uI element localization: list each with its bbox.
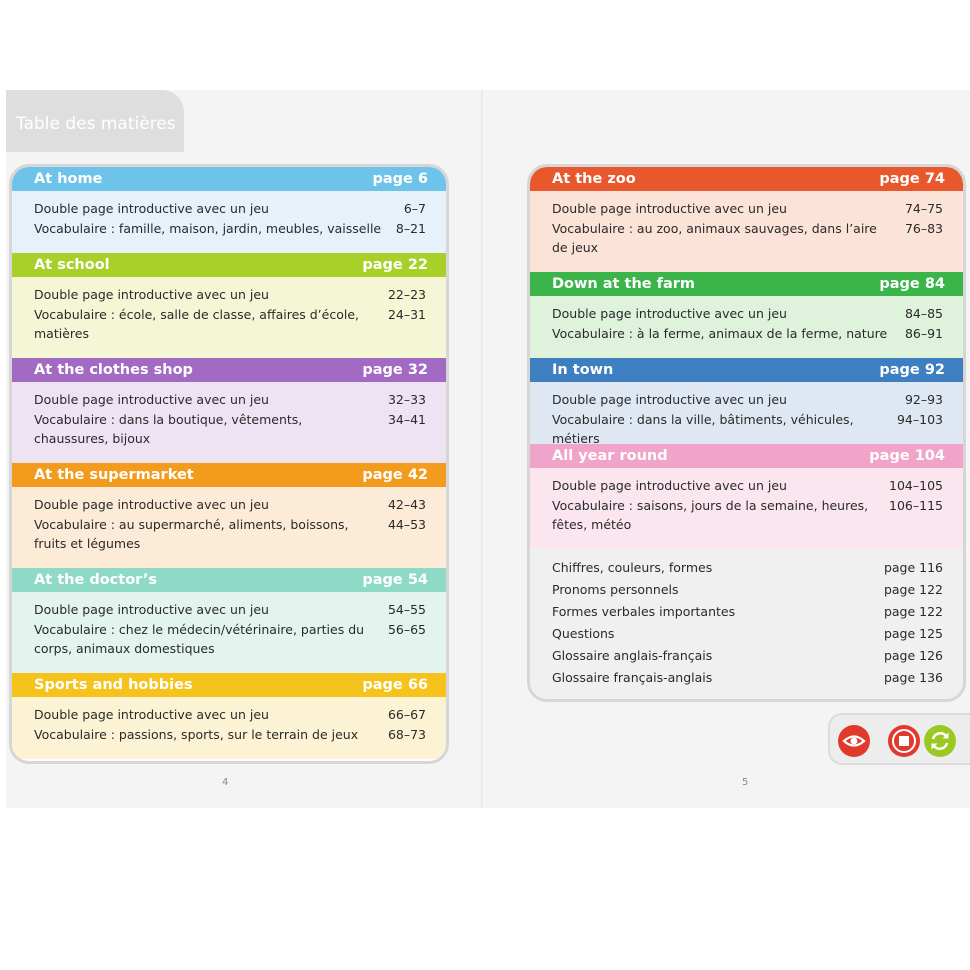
appendix-entry[interactable] [552,645,943,667]
toc-entry[interactable] [552,199,943,219]
toc-entry[interactable] [552,496,943,535]
toc-entry[interactable] [34,725,426,745]
entry-label: Vocabulaire : chez le médecin/vétérinaire, parties du corps, animaux domestiques [34,621,365,656]
section-header[interactable] [12,167,446,191]
entry-pages: 34–41 [387,411,426,427]
entry-pages: 106–115 [889,497,943,513]
entry-label: Double page introductive avec un jeu [552,478,787,493]
toc-entry[interactable] [34,410,426,449]
entry-pages: 8–21 [395,220,426,236]
entry-pages: 84–85 [904,306,943,321]
section-title: At the doctor’s [34,572,158,588]
entry-label: Double page introductive avec un jeu [552,392,787,407]
section-body [530,468,963,549]
entry-label: Glossaire anglais-français [552,648,713,663]
entry-label: Double page introductive avec un jeu [552,306,787,321]
section-title: At the zoo [552,171,636,187]
entry-label: Double page introductive avec un jeu [34,497,269,512]
entry-pages: 22–23 [387,287,426,302]
appendix-entry[interactable] [552,579,943,601]
section-body [12,697,446,759]
toc-section [12,358,446,463]
refresh-button[interactable] [924,725,956,757]
section-header[interactable] [12,673,446,697]
section-body [12,191,446,253]
toc-section [530,272,963,358]
toc-entry[interactable] [552,324,943,344]
section-header[interactable] [530,167,963,191]
entry-label: Double page introductive avec un jeu [34,392,269,407]
toc-entry[interactable] [552,390,943,410]
entry-pages: 86–91 [904,325,943,341]
entry-pages: 42–43 [387,497,426,512]
toc-entry[interactable] [34,219,426,239]
section-body [530,382,963,444]
entry-pages: page 122 [883,604,943,619]
toc-entry[interactable] [552,476,943,496]
entry-pages: 94–103 [896,411,943,427]
entry-label: Vocabulaire : famille, maison, jardin, meubles, vaisselle [34,220,382,236]
entry-label: Vocabulaire : dans la boutique, vêtements, chaussures, bijoux [34,411,303,446]
section-title: Down at the farm [552,276,696,292]
left-page [6,90,483,808]
section-title: In town [552,362,614,378]
section-page: page 6 [372,171,428,187]
toc-section [12,568,446,673]
section-body [530,191,963,272]
entry-pages: 76–83 [904,220,943,236]
toc-entry[interactable] [34,600,426,620]
entry-label: Vocabulaire : au zoo, animaux sauvages, dans l’aire de jeux [552,220,877,255]
entry-label: Vocabulaire : dans la ville, bâtiments, véhicules, métiers [552,411,854,446]
stop-icon [888,725,920,757]
toc-entry[interactable] [552,410,943,449]
eye-icon [838,725,870,757]
toc-entry[interactable] [34,515,426,554]
section-body [530,296,963,358]
entry-label: Chiffres, couleurs, formes [552,560,713,575]
stop-button[interactable] [888,725,920,757]
toc-entry[interactable] [552,219,943,258]
eye-button[interactable] [838,725,870,757]
section-title: All year round [552,448,668,464]
entry-pages: page 122 [883,582,943,597]
entry-label: Questions [552,626,615,641]
toc-section [12,673,446,759]
entry-pages: 32–33 [387,392,426,407]
toc-section [530,358,963,444]
entry-label: Double page introductive avec un jeu [552,201,787,216]
appendix-entry[interactable] [552,601,943,623]
section-header[interactable] [12,358,446,382]
appendix-entry[interactable] [552,623,943,645]
section-title: At home [34,171,103,187]
section-page: page 74 [879,171,945,187]
book-spread [6,90,970,808]
toc-section [12,463,446,568]
section-page: page 66 [362,677,428,693]
entry-pages: 74–75 [904,201,943,216]
toc-entry[interactable] [34,390,426,410]
appendix-entry[interactable] [552,667,943,689]
section-title: At school [34,257,110,273]
entry-pages: page 116 [883,560,943,575]
entry-label: Double page introductive avec un jeu [34,201,269,216]
entry-pages: 24–31 [387,306,426,322]
entry-label: Vocabulaire : école, salle de classe, affaires d’école, matières [34,306,360,341]
entry-label: Formes verbales importantes [552,604,736,619]
section-title: At the supermarket [34,467,194,483]
section-page: page 84 [879,276,945,292]
section-page: page 42 [362,467,428,483]
section-header[interactable] [12,568,446,592]
section-body [12,592,446,673]
toc-section [530,167,963,272]
toc-section [12,253,446,358]
entry-pages: page 126 [883,648,943,663]
section-page: page 54 [362,572,428,588]
section-body [12,277,446,358]
entry-label: Vocabulaire : au supermarché, aliments, boissons, fruits et légumes [34,516,349,551]
entry-label: Double page introductive avec un jeu [34,287,269,302]
entry-pages: page 125 [883,626,943,641]
entry-label: Vocabulaire : à la ferme, animaux de la ferme, nature [552,325,888,341]
toc-section [12,167,446,253]
toc-entry[interactable] [552,304,943,324]
page-number-right: 5 [742,777,749,788]
toc-entry[interactable] [34,705,426,725]
entry-pages: 68–73 [387,726,426,742]
entry-pages: 54–55 [387,602,426,617]
right-page [485,90,970,808]
section-page: page 92 [879,362,945,378]
entry-pages: page 136 [883,670,943,685]
appendix-list [530,549,963,702]
entry-label: Double page introductive avec un jeu [34,602,269,617]
section-page: page 22 [362,257,428,273]
entry-pages: 44–53 [387,516,426,532]
entry-label: Pronoms personnels [552,582,679,597]
toc-entry[interactable] [34,495,426,515]
entry-pages: 66–67 [387,707,426,722]
toc-tab [6,90,184,152]
appendix-entry[interactable] [552,557,943,579]
entry-pages: 56–65 [387,621,426,637]
toc-entry[interactable] [34,285,426,305]
section-body [12,487,446,568]
toc-panel-left [9,164,449,764]
toc-section [530,444,963,549]
section-page: page 32 [362,362,428,378]
section-page: page 104 [869,448,945,464]
toc-panel-right [527,164,966,702]
section-header[interactable] [12,463,446,487]
entry-pages: 104–105 [889,478,943,493]
section-body [12,382,446,463]
page-number-left: 4 [222,777,229,788]
entry-pages: 92–93 [904,392,943,407]
section-title: Sports and hobbies [34,677,193,693]
entry-label: Glossaire français-anglais [552,670,713,685]
refresh-icon [924,725,956,757]
entry-label: Double page introductive avec un jeu [34,707,269,722]
toc-title: Table des matières [16,114,176,134]
section-header[interactable] [12,253,446,277]
toc-entry[interactable] [34,620,426,659]
entry-label: Vocabulaire : passions, sports, sur le terrain de jeux [34,726,359,742]
section-header[interactable] [530,358,963,382]
entry-pages: 6–7 [403,201,426,216]
playback-controls [828,713,970,765]
entry-label: Vocabulaire : saisons, jours de la semaine, heures, fêtes, météo [552,497,869,532]
section-title: At the clothes shop [34,362,193,378]
toc-entry[interactable] [34,305,426,344]
toc-entry[interactable] [34,199,426,219]
section-header[interactable] [530,272,963,296]
